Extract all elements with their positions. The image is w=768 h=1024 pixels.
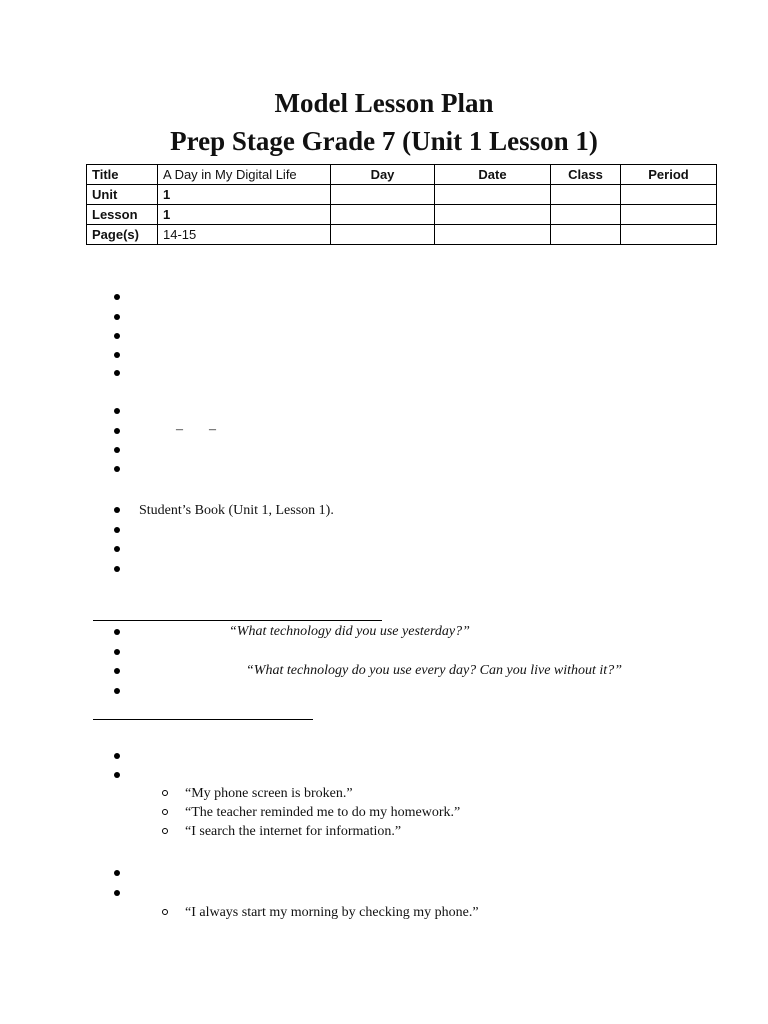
dash-mark: –	[176, 422, 183, 437]
warmup-question: “What technology did you use yesterday?”	[229, 624, 470, 639]
empty-cell	[331, 205, 435, 225]
bullet-icon	[114, 507, 120, 513]
table-row	[87, 225, 717, 245]
bullet-icon	[114, 370, 120, 376]
circle-bullet-icon	[162, 790, 168, 796]
empty-cell	[551, 205, 621, 225]
day-header: Day	[331, 165, 435, 185]
bullet-icon	[114, 772, 120, 778]
empty-cell	[435, 205, 551, 225]
empty-cell	[621, 185, 717, 205]
vocab-example: “The teacher reminded me to do my homework.”	[185, 805, 461, 820]
bullet-icon	[114, 294, 120, 300]
bullet-icon	[114, 668, 120, 674]
section-heading-rule	[93, 719, 313, 720]
warmup-question: “What technology do you use every day? Can you live without it?”	[246, 663, 622, 678]
bullet-icon	[114, 566, 120, 572]
circle-bullet-icon	[162, 809, 168, 815]
bullet-icon	[114, 527, 120, 533]
row-label: Page(s)	[87, 225, 158, 245]
vocab-example: “I search the internet for information.”	[185, 824, 402, 839]
empty-cell	[435, 225, 551, 245]
bullet-icon	[114, 753, 120, 759]
dash-mark: –	[209, 422, 216, 437]
empty-cell	[331, 225, 435, 245]
table-header-row	[87, 165, 717, 185]
circle-bullet-icon	[162, 828, 168, 834]
bullet-icon	[114, 333, 120, 339]
bullet-icon	[114, 629, 120, 635]
table-cell: Title	[87, 165, 158, 185]
bullet-icon	[114, 447, 120, 453]
bullet-icon	[114, 466, 120, 472]
document-subtitle: Prep Stage Grade 7 (Unit 1 Lesson 1)	[170, 126, 598, 156]
empty-cell	[621, 205, 717, 225]
bullet-icon	[114, 352, 120, 358]
circle-bullet-icon	[162, 909, 168, 915]
lesson-title-cell: A Day in My Digital Life	[158, 165, 331, 185]
grammar-example: “I always start my morning by checking my phone.”	[185, 905, 479, 920]
bullet-icon	[114, 870, 120, 876]
bullet-icon	[114, 890, 120, 896]
class-header: Class	[551, 165, 621, 185]
vocab-example: “My phone screen is broken.”	[185, 786, 353, 801]
bullet-icon	[114, 688, 120, 694]
empty-cell	[435, 185, 551, 205]
row-label: Lesson	[87, 205, 158, 225]
bullet-icon	[114, 314, 120, 320]
date-header: Date	[435, 165, 551, 185]
row-label: Unit	[87, 185, 158, 205]
bullet-icon	[114, 649, 120, 655]
bullet-icon	[114, 428, 120, 434]
empty-cell	[551, 185, 621, 205]
row-value: 1	[158, 205, 331, 225]
empty-cell	[551, 225, 621, 245]
row-value: 14-15	[158, 225, 331, 245]
bullet-icon	[114, 546, 120, 552]
bullet-icon	[114, 408, 120, 414]
empty-cell	[331, 185, 435, 205]
period-header: Period	[621, 165, 717, 185]
materials-text: Student’s Book (Unit 1, Lesson 1).	[139, 503, 334, 518]
table-row	[87, 185, 717, 205]
section-heading-rule	[93, 620, 382, 621]
lesson-info-table	[86, 164, 717, 245]
table-row	[87, 205, 717, 225]
document-title: Model Lesson Plan	[274, 88, 494, 118]
row-value: 1	[158, 185, 331, 205]
empty-cell	[621, 225, 717, 245]
